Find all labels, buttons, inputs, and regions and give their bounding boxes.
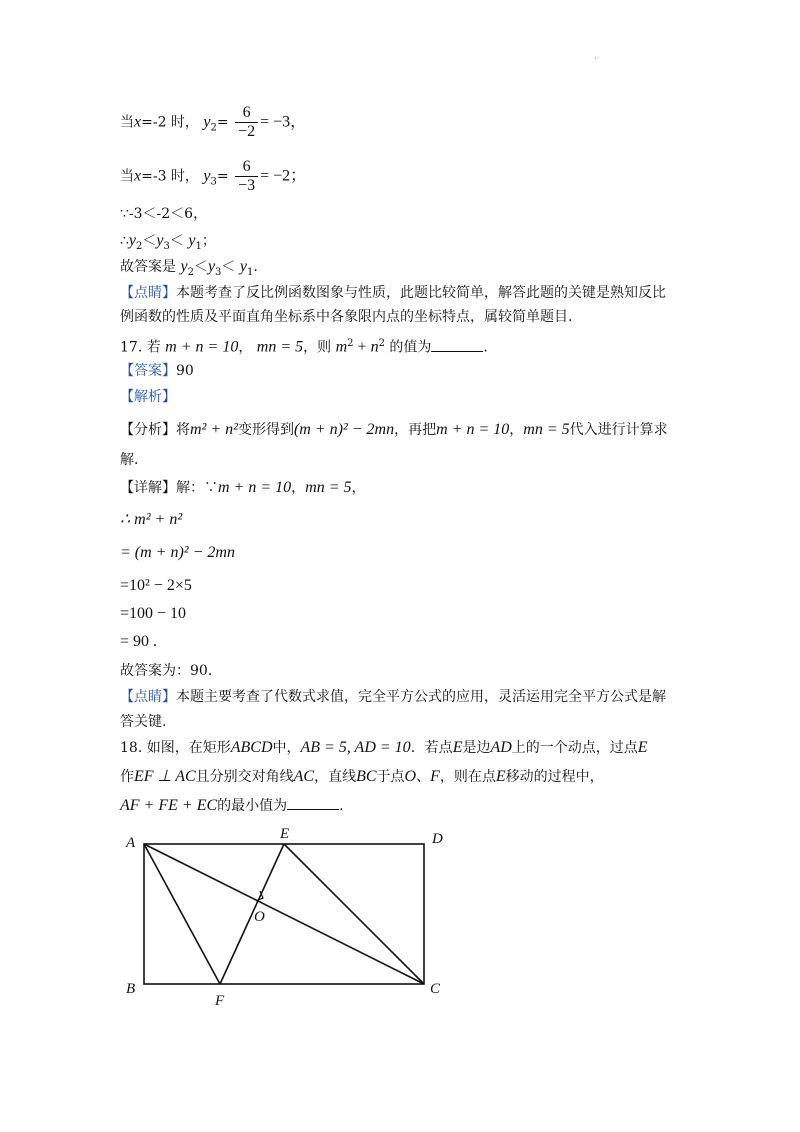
plus: +: [353, 338, 371, 356]
var-y: y: [203, 167, 211, 185]
answer-17: [120, 361, 194, 381]
text: 的最小值为: [217, 798, 288, 814]
dianjing-1-cont: 例函数的性质及平面直角坐标系中各象限内点的坐标特点，属较简单题目.: [120, 309, 573, 325]
segment-af: [144, 844, 220, 984]
text: 本题主要考查了代数式求值，完全平方公式的应用，灵活运用完全平方公式是解: [176, 689, 666, 705]
label-a: A: [126, 835, 136, 851]
condition: mn = 5: [256, 338, 304, 356]
line-answer-is: [120, 257, 258, 283]
var-x: x: [134, 167, 142, 185]
equals: =: [216, 168, 229, 185]
denominator: −3: [235, 176, 258, 195]
var-y: y: [180, 258, 188, 275]
label-e: E: [280, 826, 290, 842]
var-m: m: [335, 338, 348, 356]
text: 于点: [376, 769, 405, 785]
condition: m + n = 10: [218, 479, 292, 496]
var-n: n: [370, 338, 379, 356]
text: ，则: [303, 339, 332, 356]
subscript: 3: [215, 266, 222, 278]
text: 代入进行计算求: [569, 422, 668, 438]
expression: m² + n²: [190, 421, 238, 438]
condition: AB = 5, AD = 10: [300, 739, 411, 756]
text: ∴: [120, 233, 129, 249]
segment-ec: [284, 844, 424, 984]
var-y: y: [203, 113, 211, 131]
point-e: E: [452, 739, 463, 756]
denominator: −2: [235, 122, 258, 141]
point-f: F: [430, 768, 440, 785]
text: .: [253, 259, 258, 275]
section-tag: 【答案】: [120, 363, 176, 379]
condition: mn = 5: [305, 479, 352, 496]
text: 且分别交对角线: [195, 769, 294, 785]
question-18-line3: [120, 796, 344, 816]
section-tag: 【点睛】: [120, 285, 176, 301]
text: 的值为: [389, 339, 432, 356]
dianjing-1: [120, 283, 666, 303]
label-d: D: [432, 831, 443, 847]
rectangle-figure: [120, 825, 460, 1010]
text: 是边: [462, 740, 491, 756]
text: ＜: [193, 259, 208, 275]
text: 当: [120, 168, 134, 185]
var-y: y: [188, 232, 196, 249]
numerator: 6: [242, 104, 251, 121]
text: ；: [201, 233, 216, 249]
line-x-eq-neg3: [120, 158, 306, 195]
text: ，: [291, 480, 306, 496]
section-tag: 【详解】: [120, 480, 176, 496]
line-x-eq-neg2: [120, 104, 306, 141]
superscript: 2: [378, 338, 385, 349]
final-answer: 故答案为：90.: [120, 663, 213, 679]
text: ，直线: [314, 769, 357, 785]
var-y: y: [207, 258, 216, 275]
condition: EF ⊥ AC: [134, 768, 196, 785]
segment-bc: BC: [356, 768, 377, 785]
text: ＜: [169, 233, 189, 249]
text: 变形得到: [237, 422, 294, 438]
segment-ac: AC: [293, 768, 315, 785]
fraction: [235, 104, 258, 141]
jiexi-tag: 【解析】: [120, 389, 176, 405]
text: ，再把: [394, 422, 437, 438]
question-17: [120, 334, 488, 358]
subscript: 1: [195, 240, 202, 252]
line-because: ∵-3＜-2＜6，: [120, 206, 208, 222]
numerator: 6: [242, 158, 251, 175]
text: ＜: [221, 259, 240, 275]
var-y: y: [156, 232, 164, 249]
text: 18. 如图，在矩形: [120, 740, 231, 756]
fenxi-cont: 解.: [120, 452, 139, 468]
text: 当: [120, 114, 134, 131]
section-tag: 【分析】: [120, 422, 176, 438]
condition: m + n = 10: [165, 338, 239, 356]
segment-ad: AD: [490, 739, 512, 756]
dianjing-2: [120, 687, 666, 707]
step-5: = 90 .: [120, 633, 158, 650]
text: ，: [509, 422, 524, 438]
point-e: E: [637, 739, 648, 756]
label-c: C: [430, 981, 441, 997]
superscript: 2: [347, 338, 354, 349]
diagonal-ac: [144, 844, 424, 984]
corner-mark: ·: [594, 54, 598, 65]
xiangjie: [120, 478, 366, 498]
segment-fe: [220, 844, 284, 984]
var-y: y: [239, 258, 247, 275]
condition: mn = 5: [523, 421, 570, 438]
text: ．若点: [410, 740, 453, 756]
text: ，则在点: [439, 769, 496, 785]
point-e: E: [495, 768, 506, 785]
label-o: O: [254, 909, 265, 925]
rect-name: ABCD: [230, 739, 273, 756]
text: 作: [120, 769, 134, 785]
label-b: B: [126, 981, 136, 997]
text: .: [339, 798, 344, 814]
text: .: [483, 339, 488, 356]
answer-blank: [287, 797, 339, 810]
step-1: ∴ m² + n²: [120, 511, 183, 528]
fenxi: [120, 420, 668, 440]
text: 移动的过程中，: [505, 769, 604, 785]
result: = −3，: [260, 113, 307, 131]
subscript: 2: [136, 240, 143, 252]
result: = −2；: [260, 167, 307, 185]
label-f: F: [215, 993, 225, 1009]
var-x: x: [134, 113, 142, 131]
question-number: 17. 若: [120, 339, 161, 356]
text: 故答案是: [120, 259, 181, 275]
text: 中，: [272, 740, 301, 756]
expression: (m + n)² − 2mn: [293, 421, 395, 438]
expression: AF + FE + EC: [120, 797, 218, 814]
equals: =: [216, 114, 229, 131]
question-18-line2: [120, 767, 604, 787]
text: =-2 时，: [141, 114, 199, 131]
step-4: =100 − 10: [120, 605, 187, 622]
text: ＜: [142, 233, 157, 249]
subscript: 3: [163, 240, 170, 252]
section-tag: 【点睛】: [120, 689, 176, 705]
subscript: 1: [246, 266, 254, 278]
point-o: O: [404, 768, 417, 785]
answer-value: 90: [176, 363, 194, 379]
line-therefore: [120, 231, 216, 257]
condition: m + n = 10: [436, 421, 510, 438]
fraction: [235, 158, 258, 195]
text: ，: [238, 339, 253, 356]
var-y: y: [128, 232, 137, 249]
step-3: =10² − 2×5: [120, 577, 192, 594]
question-18-line1: [120, 738, 648, 758]
text: 将: [176, 422, 190, 438]
text: ，: [351, 480, 366, 496]
text: 本题考查了反比例函数图象与性质，此题比较简单，解答此题的关键是熟知反比: [176, 285, 666, 301]
subscript: 3: [210, 176, 217, 188]
text: 解：∵: [176, 480, 218, 496]
text: 、: [416, 769, 431, 785]
text: =-3 时，: [141, 168, 199, 185]
step-2: = (m + n)² − 2mn: [120, 544, 235, 561]
subscript: 2: [210, 122, 217, 134]
text: 上的一个动点，过点: [511, 740, 638, 756]
subscript: 2: [187, 266, 194, 278]
answer-blank: [431, 339, 483, 352]
dianjing-2-cont: 答关键.: [120, 714, 167, 730]
